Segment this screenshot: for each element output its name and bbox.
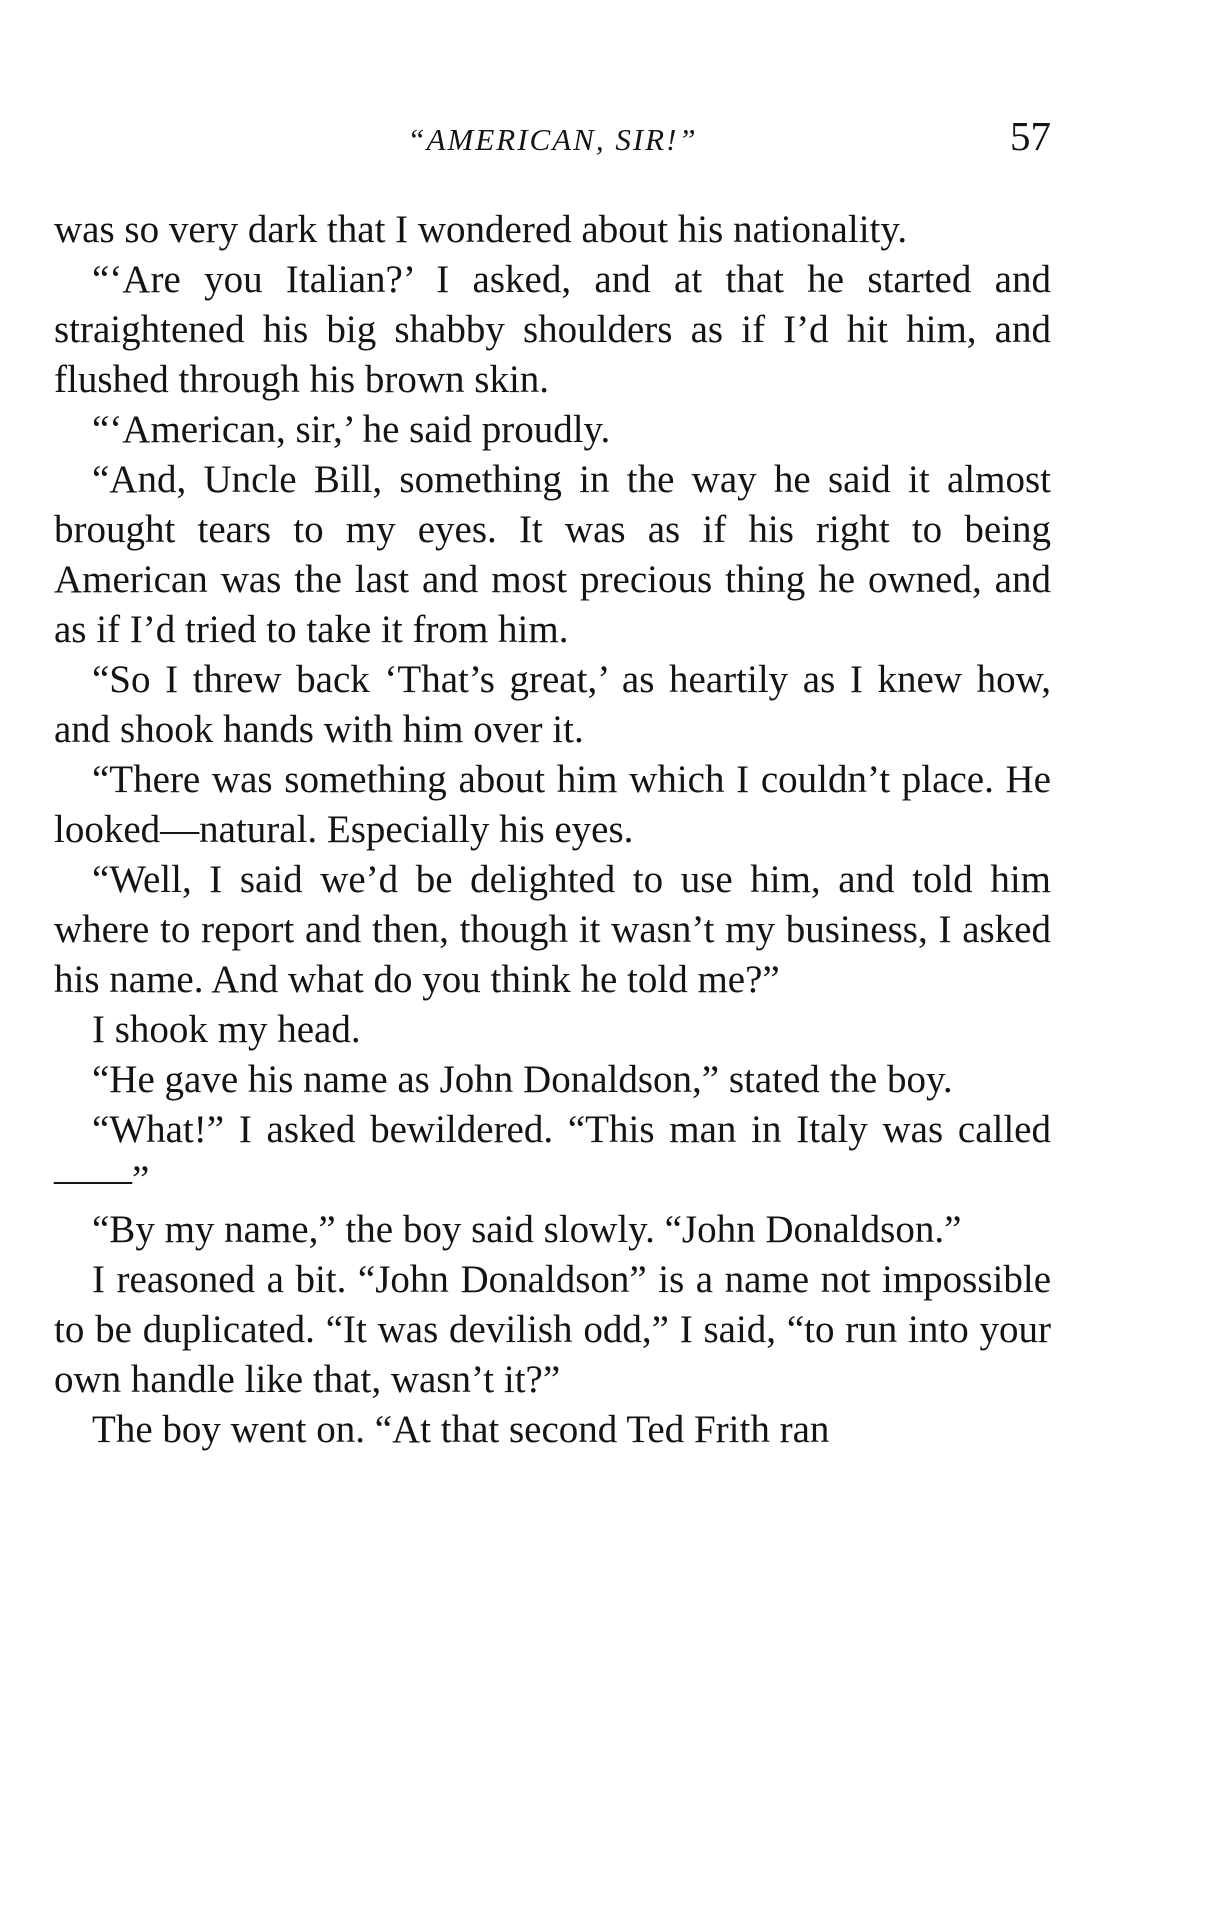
paragraph-1: was so very dark that I wondered about his nationality. (54, 208, 908, 251)
paragraph-6: “There was something about him which I couldn’t place. He looked—natural. Especially his eyes. (54, 758, 1051, 851)
paragraph-2: “‘Are you Italian?’ I asked, and at that he started and straightened his big shabby shoulders as if I’d hit him, and flushed through his brown skin. (54, 258, 1051, 401)
paragraph-13: The boy went on. “At that second Ted Frith ran (92, 1408, 830, 1451)
paragraph-10: “What!” I asked bewildered. “This man in Italy was called——” (54, 1108, 1051, 1201)
paragraph-11: “By my name,” the boy said slowly. “John Donaldson.” (92, 1208, 962, 1251)
paragraph-5: “So I threw back ‘That’s great,’ as heartily as I knew how, and shook hands with him over it. (54, 658, 1051, 751)
running-head (54, 112, 1051, 162)
paragraph-4: “And, Uncle Bill, something in the way he said it almost brought tears to my eyes. It was as if his right to being American was the last and most precious thing he owned, and as if I’d tried to take it from him. (54, 458, 1051, 651)
paragraph-9: “He gave his name as John Donaldson,” stated the boy. (92, 1058, 953, 1101)
paragraph-7: “Well, I said we’d be delighted to use him, and told him where to report and then, though it wasn’t my business, I asked his name. And what do you think he told me?” (54, 858, 1051, 1001)
running-title: “AMERICAN, SIR!” (407, 122, 698, 157)
body-text (54, 205, 1051, 1455)
paragraph-3: “‘American, sir,’ he said proudly. (92, 408, 611, 451)
paragraph-12: I reasoned a bit. “John Donaldson” is a name not impossible to be duplicated. “It was devilish odd,” I said, “to run into your own handle like that, wasn’t it?” (54, 1258, 1051, 1401)
page-number: 57 (1010, 113, 1051, 159)
paragraph-8: I shook my head. (92, 1008, 361, 1051)
